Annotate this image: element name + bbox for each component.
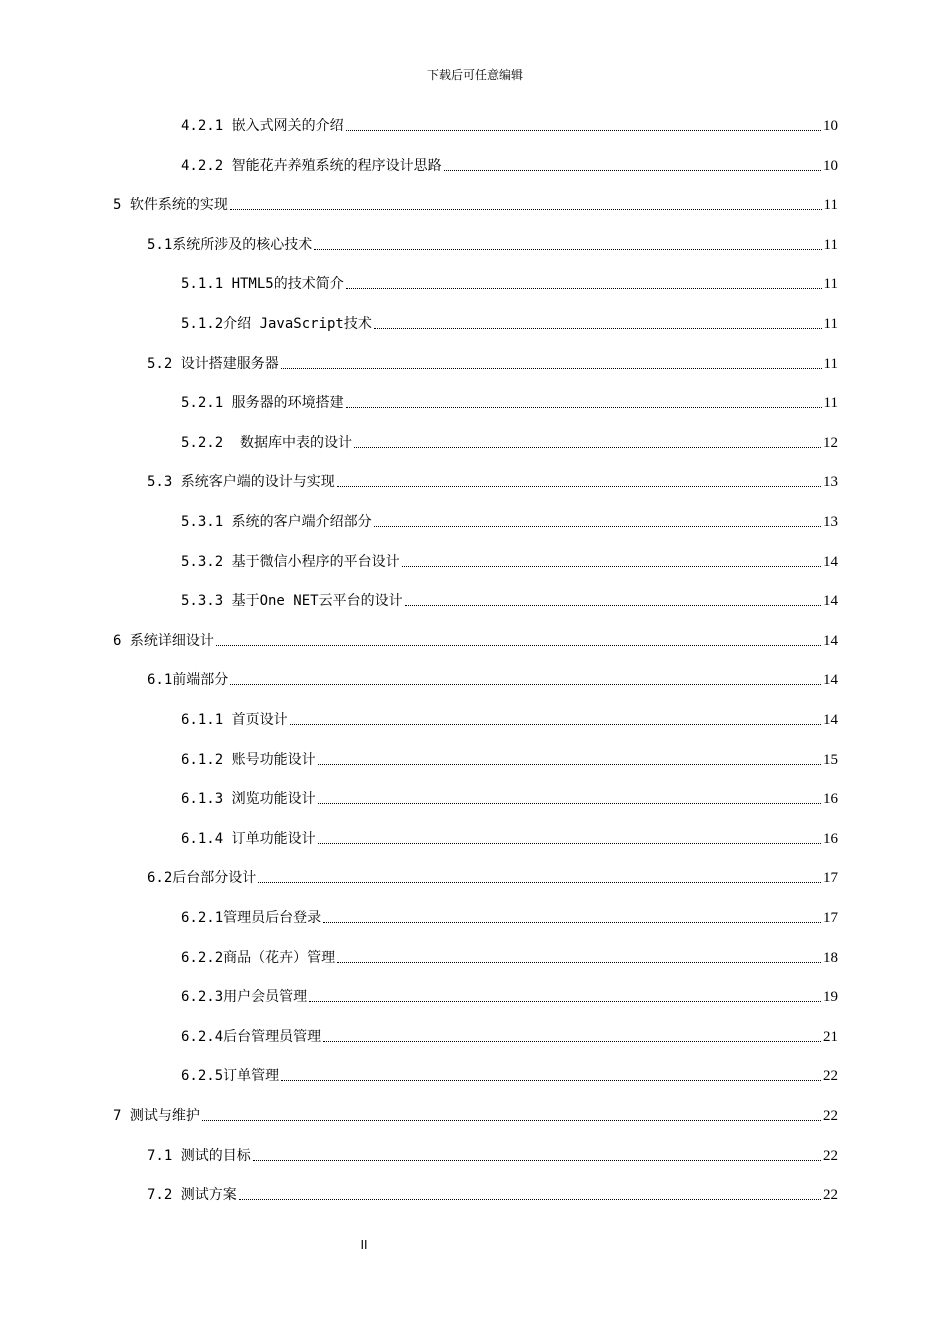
toc-dot-leader (216, 645, 821, 646)
toc-entry[interactable] (181, 112, 838, 136)
toc-entry[interactable] (181, 1062, 838, 1086)
toc-entry-label: 6.2.2商品（花卉）管理 (181, 949, 336, 966)
toc-entry[interactable] (147, 864, 838, 888)
toc-entry-label: 4.2.2 智能花卉养殖系统的程序设计思路 (181, 157, 442, 174)
toc-entry[interactable] (181, 429, 838, 453)
toc-dot-leader (354, 447, 821, 448)
toc-entry[interactable] (147, 1181, 838, 1205)
toc-dot-leader (374, 328, 822, 329)
toc-entry[interactable] (113, 627, 838, 651)
toc-entry[interactable] (181, 944, 838, 968)
toc-entry-page: 13 (823, 474, 838, 491)
toc-dot-leader (253, 1160, 821, 1161)
toc-dot-leader (309, 1001, 821, 1002)
toc-dot-leader (405, 605, 821, 606)
toc-entry-page: 17 (823, 870, 838, 887)
toc-entry-label: 6.1.3 浏览功能设计 (181, 791, 316, 808)
toc-entry-page: 16 (823, 791, 838, 808)
toc-dot-leader (281, 368, 822, 369)
toc-entry[interactable] (181, 825, 838, 849)
toc-entry-label: 4.2.1 嵌入式网关的介绍 (181, 118, 344, 134)
toc-entry-label: 7.1 测试的目标 (147, 1147, 251, 1164)
page-number: II (360, 1238, 368, 1252)
toc-entry-page: 15 (823, 751, 838, 768)
toc-entry-label: 6.2.5订单管理 (181, 1068, 280, 1085)
toc-entry-page: 11 (823, 236, 838, 253)
toc-dot-leader (281, 1080, 821, 1081)
toc-dot-leader (318, 843, 821, 844)
toc-entry-page: 12 (823, 434, 838, 451)
toc-entry-page: 11 (823, 355, 838, 372)
toc-dot-leader (290, 724, 821, 725)
toc-entry[interactable] (181, 746, 838, 770)
toc-entry-label: 5 软件系统的实现 (113, 197, 228, 214)
toc-dot-leader (202, 1120, 821, 1121)
toc-entry-label: 7 测试与维护 (113, 1108, 200, 1124)
toc-entry[interactable] (147, 350, 838, 374)
toc-entry-label: 5.3.1 系统的客户端介绍部分 (181, 514, 372, 530)
toc-entry[interactable] (147, 231, 838, 255)
toc-entry[interactable] (181, 983, 838, 1007)
toc-dot-leader (258, 882, 821, 883)
toc-entry-label: 5.2 设计搭建服务器 (147, 355, 279, 372)
toc-entry[interactable] (181, 706, 838, 730)
toc-entry-page: 11 (823, 395, 838, 412)
toc-entry-page: 16 (823, 830, 838, 847)
toc-entry[interactable] (181, 508, 838, 532)
toc-entry[interactable] (147, 666, 838, 690)
toc-entry-label: 6.2.3用户会员管理 (181, 989, 308, 1006)
toc-dot-leader (318, 764, 821, 765)
toc-entry-label: 6 系统详细设计 (113, 632, 214, 649)
toc-entry-label: 5.1系统所涉及的核心技术 (147, 236, 313, 253)
toc-entry-page: 19 (823, 989, 838, 1006)
toc-entry[interactable] (181, 270, 838, 294)
toc-entry-page: 22 (823, 1108, 838, 1124)
toc-entry-label: 5.3 系统客户端的设计与实现 (147, 474, 335, 491)
toc-entry-page: 22 (823, 1147, 838, 1164)
toc-entry-label: 5.1.2介绍 JavaScript技术 (181, 316, 372, 332)
toc-entry-label: 5.3.2 基于微信小程序的平台设计 (181, 553, 400, 570)
toc-entry[interactable] (113, 191, 838, 215)
toc-dot-leader (230, 684, 821, 685)
toc-dot-leader (402, 566, 821, 567)
toc-entry[interactable] (181, 1023, 838, 1047)
toc-dot-leader (337, 486, 821, 487)
toc-entry-label: 7.2 测试方案 (147, 1187, 237, 1204)
toc-entry-page: 14 (823, 632, 838, 649)
toc-dot-leader (323, 1041, 821, 1042)
toc-entry-page: 11 (823, 197, 838, 214)
toc-dot-leader (374, 526, 821, 527)
toc-dot-leader (346, 288, 822, 289)
toc-entry-label: 6.2后台部分设计 (147, 870, 257, 887)
toc-entry-page: 21 (823, 1028, 838, 1045)
toc-entry-page: 11 (823, 276, 838, 293)
toc-entry-page: 10 (823, 118, 838, 134)
toc-entry-label: 6.1.1 首页设计 (181, 712, 288, 728)
toc-dot-leader (444, 170, 821, 171)
toc-entry-page: 10 (823, 157, 838, 174)
toc-entry-page: 14 (823, 553, 838, 570)
toc-entry-page: 22 (823, 1187, 838, 1204)
toc-entry[interactable] (181, 152, 838, 176)
toc-dot-leader (230, 209, 822, 210)
toc-entry[interactable] (113, 1102, 838, 1126)
toc-entry-label: 5.2.1 服务器的环境搭建 (181, 395, 344, 412)
toc-entry-page: 22 (823, 1068, 838, 1085)
toc-entry[interactable] (181, 548, 838, 572)
toc-dot-leader (337, 962, 821, 963)
toc-dot-leader (318, 803, 821, 804)
toc-entry-label: 5.2.2 数据库中表的设计 (181, 434, 353, 451)
toc-entry-page: 14 (823, 712, 838, 728)
toc-entry-label: 6.2.4后台管理员管理 (181, 1028, 322, 1045)
toc-entry[interactable] (181, 785, 838, 809)
toc-dot-leader (239, 1199, 821, 1200)
toc-entry-page: 13 (823, 514, 838, 530)
toc-dot-leader (314, 249, 821, 250)
toc-entry-page: 14 (823, 672, 838, 689)
toc-entry-page: 18 (823, 949, 838, 966)
toc-entry-label: 6.2.1管理员后台登录 (181, 910, 322, 926)
toc-dot-leader (323, 922, 821, 923)
toc-entry[interactable] (181, 904, 838, 928)
toc-dot-leader (346, 407, 822, 408)
toc-entry-page: 14 (823, 593, 838, 610)
toc-entry-label: 6.1前端部分 (147, 672, 229, 689)
toc-entry-label: 5.3.3 基于One NET云平台的设计 (181, 593, 403, 610)
toc-entry[interactable] (181, 389, 838, 413)
toc-entry[interactable] (147, 468, 838, 492)
toc-entry[interactable] (181, 310, 838, 334)
page-header: 下载后可任意编辑 (426, 68, 523, 82)
toc-dot-leader (346, 130, 821, 131)
toc-entry-label: 6.1.4 订单功能设计 (181, 830, 316, 847)
toc-entry-page: 11 (823, 316, 838, 332)
toc-entry[interactable] (147, 1142, 838, 1166)
toc-entry-page: 17 (823, 910, 838, 926)
toc-entry[interactable] (181, 587, 838, 611)
toc-entry-label: 6.1.2 账号功能设计 (181, 751, 316, 768)
toc-entry-label: 5.1.1 HTML5的技术简介 (181, 276, 344, 293)
